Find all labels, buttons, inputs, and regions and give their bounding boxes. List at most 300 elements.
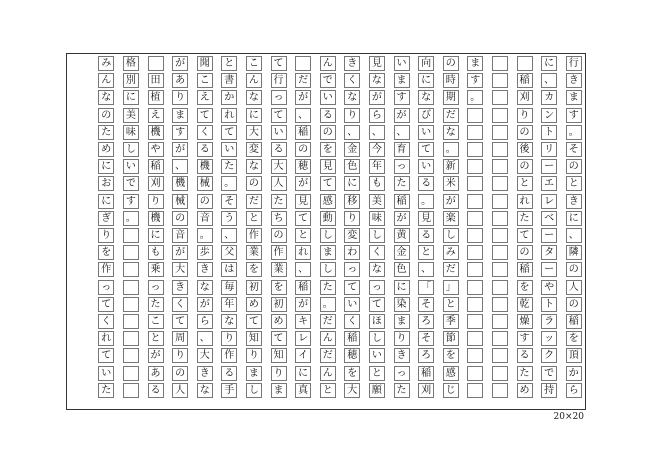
manuscript-cell: っ [394,159,410,174]
manuscript-cell: す [172,125,188,140]
manuscript-cell: く [172,297,188,312]
manuscript-cell: 機 [172,176,188,191]
manuscript-cell: 金 [344,142,360,157]
manuscript-cell: て [418,142,434,157]
manuscript-cell: や [541,280,557,295]
manuscript-cell: が [197,297,213,312]
manuscript-cell [492,245,508,260]
manuscript-cell: 期 [443,90,459,105]
manuscript-cell: り [517,108,533,123]
manuscript-cell: た [271,194,287,209]
manuscript-cell [467,262,483,277]
manuscript-cell: い [98,366,114,381]
manuscript-cell: 作 [271,245,287,260]
manuscript-cell: か [566,366,582,381]
manuscript-cell: を [246,262,262,277]
manuscript-cell: っ [98,280,114,295]
manuscript-cell: す [467,73,483,88]
manuscript-cell: び [418,108,434,123]
manuscript-cell [467,366,483,381]
manuscript-cell: れ [221,108,237,123]
manuscript-cell: い [320,90,336,105]
manuscript-cell: キ [295,314,311,329]
manuscript-cell: 色 [344,159,360,174]
manuscript-cell: す [394,90,410,105]
manuscript-cell: も [369,176,385,191]
manuscript-cell: そ [418,297,434,312]
manuscript-cell [467,331,483,346]
manuscript-cell: の [517,245,533,260]
manuscript-cell: 作 [98,262,114,277]
manuscript-cell: た [517,366,533,381]
manuscript-cell: て [295,211,311,226]
manuscript-cell: ん [320,56,336,71]
manuscript-cell: た [98,125,114,140]
manuscript-cell: 見 [369,56,385,71]
manuscript-cell: す [517,331,533,346]
manuscript-cell: の [295,142,311,157]
manuscript-cell: き [566,73,582,88]
manuscript-cell [148,56,164,71]
manuscript-cell: 父 [221,245,237,260]
manuscript-cell: ま [566,90,582,105]
manuscript-cell [123,383,139,398]
manuscript-cell: ま [467,56,483,71]
manuscript-cell: だ [246,194,262,209]
manuscript-cell: ッ [541,331,557,346]
manuscript-cell: と [369,366,385,381]
manuscript-cell: と [320,383,336,398]
manuscript-cell: こ [148,314,164,329]
manuscript-cell: ト [541,297,557,312]
manuscript-cell: り [172,90,188,105]
manuscript-cell: そ [566,142,582,157]
manuscript-cell [467,142,483,157]
manuscript-cell: し [246,383,262,398]
manuscript-cell: 業 [271,262,287,277]
manuscript-cell: ト [541,125,557,140]
manuscript-cell: し [320,262,336,277]
manuscript-cell: 稲 [517,73,533,88]
manuscript-cell: 隣 [566,245,582,260]
manuscript-cell: も [148,245,164,260]
manuscript-cell [467,297,483,312]
manuscript-cell: 田 [148,73,164,88]
manuscript-cell: て [271,108,287,123]
manuscript-cell: り [271,366,287,381]
manuscript-cell [492,211,508,226]
manuscript-cell: 時 [443,73,459,88]
manuscript-cell: 後 [517,142,533,157]
manuscript-cell: 、 [566,228,582,243]
manuscript-cell: と [295,228,311,243]
manuscript-cell: な [197,280,213,295]
manuscript-cell: 美 [369,194,385,209]
manuscript-cell: の [246,176,262,191]
manuscript-cell: 稲 [517,262,533,277]
manuscript-cell: な [344,90,360,105]
manuscript-cell: 感 [320,194,336,209]
manuscript-cell: の [197,194,213,209]
manuscript-cell: る [517,348,533,363]
manuscript-cell: が [295,176,311,191]
manuscript-cell: レ [541,194,557,209]
manuscript-cell: と [443,297,459,312]
manuscript-cell: ま [172,108,188,123]
manuscript-cell: 機 [148,125,164,140]
manuscript-cell: れ [98,331,114,346]
manuscript-cell: を [320,142,336,157]
manuscript-cell: 」 [443,280,459,295]
manuscript-cell: ん [246,73,262,88]
manuscript-cell: る [221,366,237,381]
manuscript-cell: は [221,262,237,277]
manuscript-cell: っ [394,366,410,381]
manuscript-cell: す [566,108,582,123]
manuscript-cell: こ [246,56,262,71]
manuscript-cell [492,142,508,157]
manuscript-cell: て [246,314,262,329]
manuscript-cell: 黄 [394,228,410,243]
manuscript-cell [467,176,483,191]
manuscript-cell: ん [320,366,336,381]
manuscript-cell: く [98,314,114,329]
manuscript-cell: 乾 [517,297,533,312]
manuscript-cell: 聞 [197,56,213,71]
manuscript-cell: な [197,383,213,398]
manuscript-cell: ら [566,383,582,398]
manuscript-cell: タ [541,245,557,260]
manuscript-cell: 刈 [517,90,533,105]
manuscript-cell: 知 [246,331,262,346]
manuscript-cell [467,245,483,260]
manuscript-cell: 人 [566,280,582,295]
manuscript-cell: で [541,366,557,381]
manuscript-cell: た [98,383,114,398]
manuscript-cell: 味 [369,211,385,226]
manuscript-cell: の [566,262,582,277]
manuscript-cell: 作 [221,348,237,363]
manuscript-cell: 刈 [148,176,164,191]
manuscript-cell: 書 [221,73,237,88]
manuscript-cell [492,56,508,71]
manuscript-cell: に [98,159,114,174]
manuscript-cell: が [369,90,385,105]
manuscript-cell: に [98,194,114,209]
manuscript-cell: い [418,125,434,140]
manuscript-cell: 。 [197,228,213,243]
manuscript-cell [492,176,508,191]
manuscript-cell: の [566,297,582,312]
manuscript-cell: 、 [344,125,360,140]
manuscript-cell: き [172,280,188,295]
manuscript-cell: ま [246,366,262,381]
manuscript-cell: 見 [320,159,336,174]
manuscript-cell: に [123,90,139,105]
manuscript-cell: 作 [246,228,262,243]
manuscript-cell: る [148,383,164,398]
manuscript-cell [467,383,483,398]
manuscript-cell: な [246,90,262,105]
manuscript-cell: ら [197,314,213,329]
manuscript-cell: ー [541,228,557,243]
manuscript-cell [492,348,508,363]
manuscript-cell [123,245,139,260]
manuscript-cell: 。 [443,142,459,157]
manuscript-cell: な [221,314,237,329]
manuscript-cell: み [443,245,459,260]
manuscript-cell: き [197,366,213,381]
manuscript-cell: い [394,56,410,71]
manuscript-cell: 稲 [148,159,164,174]
manuscript-cell: す [123,194,139,209]
manuscript-cell [123,348,139,363]
manuscript-cell: 知 [271,348,287,363]
manuscript-cell: い [369,348,385,363]
manuscript-cell: を [98,245,114,260]
manuscript-cell: で [123,176,139,191]
manuscript-cell: を [271,280,287,295]
manuscript-cell [492,90,508,105]
manuscript-cell: き [394,348,410,363]
manuscript-cell: ら [369,108,385,123]
manuscript-cell [467,194,483,209]
manuscript-cell: て [197,108,213,123]
manuscript-cell: ろ [418,314,434,329]
manuscript-cell: く [344,73,360,88]
manuscript-cell: か [221,90,237,105]
manuscript-cell: 音 [197,211,213,226]
manuscript-cell: 、 [295,108,311,123]
manuscript-cell: ん [98,73,114,88]
manuscript-cell: に [566,211,582,226]
manuscript-cell: 金 [394,245,410,260]
manuscript-cell: と [566,176,582,191]
manuscript-cell: み [98,56,114,71]
manuscript-cell: 楽 [443,211,459,226]
manuscript-cell: そ [418,331,434,346]
manuscript-cell: わ [344,245,360,260]
manuscript-cell: め [517,383,533,398]
manuscript-cell [123,314,139,329]
manuscript-cell: り [344,211,360,226]
manuscript-cell: 節 [443,331,459,346]
manuscript-cell: だ [295,73,311,88]
manuscript-cell: を [344,366,360,381]
manuscript-cell: え [197,90,213,105]
manuscript-cell [492,194,508,209]
manuscript-cell: 乗 [148,262,164,277]
manuscript-cell: イ [295,348,311,363]
manuscript-cell: 稲 [418,366,434,381]
manuscript-cell: に [246,108,262,123]
manuscript-cell: て [517,228,533,243]
manuscript-cell: ン [541,108,557,123]
manuscript-cell: が [443,194,459,209]
manuscript-cell: 械 [197,176,213,191]
manuscript-cell: そ [221,194,237,209]
manuscript-cell: て [98,297,114,312]
manuscript-cell: っ [369,280,385,295]
manuscript-cell: 穂 [295,159,311,174]
manuscript-cell: め [271,314,287,329]
manuscript-cell: 新 [443,159,459,174]
manuscript-cell: な [369,73,385,88]
manuscript-cell: の [566,159,582,174]
manuscript-cell: 、 [172,159,188,174]
manuscript-cell: 大 [344,383,360,398]
manuscript-cell: 。 [566,125,582,140]
manuscript-cell: な [98,90,114,105]
manuscript-cell: 願 [369,383,385,398]
manuscript-cell: 見 [295,194,311,209]
manuscript-cell: る [418,228,434,243]
manuscript-cell: 持 [541,383,557,398]
manuscript-cell: 大 [271,159,287,174]
manuscript-cell: 業 [246,245,262,260]
manuscript-cell: ま [394,314,410,329]
manuscript-cell: 稲 [295,280,311,295]
manuscript-cell: 頂 [566,348,582,363]
manuscript-cell [492,366,508,381]
manuscript-cell: と [221,56,237,71]
manuscript-cell: 稲 [394,194,410,209]
manuscript-cell: あ [148,366,164,381]
manuscript-cell [123,228,139,243]
manuscript-cell: て [172,314,188,329]
manuscript-cell: て [271,56,287,71]
manuscript-cell: る [320,108,336,123]
manuscript-cell [467,348,483,363]
manuscript-cell: て [271,331,287,346]
manuscript-cell: 向 [418,56,434,71]
manuscript-cell: り [394,331,410,346]
manuscript-cell [492,125,508,140]
manuscript-cell: に [148,228,164,243]
manuscript-cell: る [197,142,213,157]
manuscript-cell: だ [443,262,459,277]
manuscript-cell: や [148,142,164,157]
manuscript-cell: こ [197,73,213,88]
manuscript-cell: な [369,262,385,277]
manuscript-cell: 美 [123,108,139,123]
manuscript-cell: だ [443,108,459,123]
manuscript-cell: ろ [418,348,434,363]
manuscript-cell [123,366,139,381]
manuscript-cell: い [123,159,139,174]
manuscript-cell: 感 [443,366,459,381]
manuscript-cell: た [394,176,410,191]
manuscript-cell: り [221,331,237,346]
manuscript-cell: リ [541,142,557,157]
manuscript-cell: 「 [418,280,434,295]
manuscript-cell: て [344,280,360,295]
manuscript-cell: 、 [221,228,237,243]
manuscript-cell: め [98,142,114,157]
manuscript-cell: だ [320,348,336,363]
manuscript-cell: レ [295,331,311,346]
manuscript-cell: だ [320,314,336,329]
manuscript-cell: 別 [123,73,139,88]
manuscript-cell: る [418,176,434,191]
manuscript-cell [295,56,311,71]
manuscript-cell: れ [517,194,533,209]
manuscript-cell: 、 [197,331,213,346]
manuscript-cell: が [148,348,164,363]
manuscript-cell: い [418,159,434,174]
manuscript-cell [467,159,483,174]
manuscript-cell: が [172,142,188,157]
manuscript-cell: 周 [172,331,188,346]
manuscript-cell [467,280,483,295]
manuscript-cell: 変 [344,228,360,243]
manuscript-cell [467,228,483,243]
manuscript-cell [492,228,508,243]
manuscript-cell: 格 [123,56,139,71]
manuscript-cell: あ [172,73,188,88]
manuscript-cell: い [344,297,360,312]
manuscript-cell: 械 [172,194,188,209]
manuscript-cell: と [246,211,262,226]
manuscript-cell: 、 [541,73,557,88]
manuscript-cell: る [271,142,287,157]
manuscript-cell: れ [295,245,311,260]
manuscript-cell: に [418,73,434,88]
manuscript-cell: 。 [320,297,336,312]
manuscript-cell: き [566,194,582,209]
manuscript-cell: と [418,245,434,260]
manuscript-cell: が [172,56,188,71]
manuscript-cell: を [517,280,533,295]
manuscript-cell: 色 [394,262,410,277]
manuscript-cell: 大 [246,125,262,140]
manuscript-cell: を [443,348,459,363]
manuscript-cell: ー [541,262,557,277]
manuscript-cell: ぎ [98,211,114,226]
manuscript-cell: っ [148,280,164,295]
manuscript-cell: た [320,280,336,295]
manuscript-cell: き [344,56,360,71]
manuscript-cell: し [123,142,139,157]
manuscript-cell: く [197,125,213,140]
manuscript-cell: ほ [369,314,385,329]
manuscript-cell: 変 [246,142,262,157]
manuscript-cell: た [221,159,237,174]
manuscript-cell: た [517,211,533,226]
manuscript-cell: 穂 [344,348,360,363]
manuscript-cell [492,159,508,174]
manuscript-cell: 初 [271,297,287,312]
manuscript-cell: し [443,228,459,243]
manuscript-cell [492,108,508,123]
manuscript-cell: 。 [418,194,434,209]
manuscript-cell: の [517,125,533,140]
manuscript-cell: り [98,228,114,243]
manuscript-cell [467,108,483,123]
manuscript-cell: 季 [443,314,459,329]
manuscript-cell: 機 [197,159,213,174]
manuscript-cell: 今 [369,142,385,157]
manuscript-cell: 年 [369,159,385,174]
manuscript-cell: が [394,108,410,123]
manuscript-cell: が [295,90,311,105]
manuscript-cell: 。 [467,90,483,105]
manuscript-cell: ん [320,331,336,346]
manuscript-cell: お [98,176,114,191]
manuscript-cell: 人 [172,383,188,398]
manuscript-cell: ベ [541,211,557,226]
manuscript-cell: 米 [443,176,459,191]
